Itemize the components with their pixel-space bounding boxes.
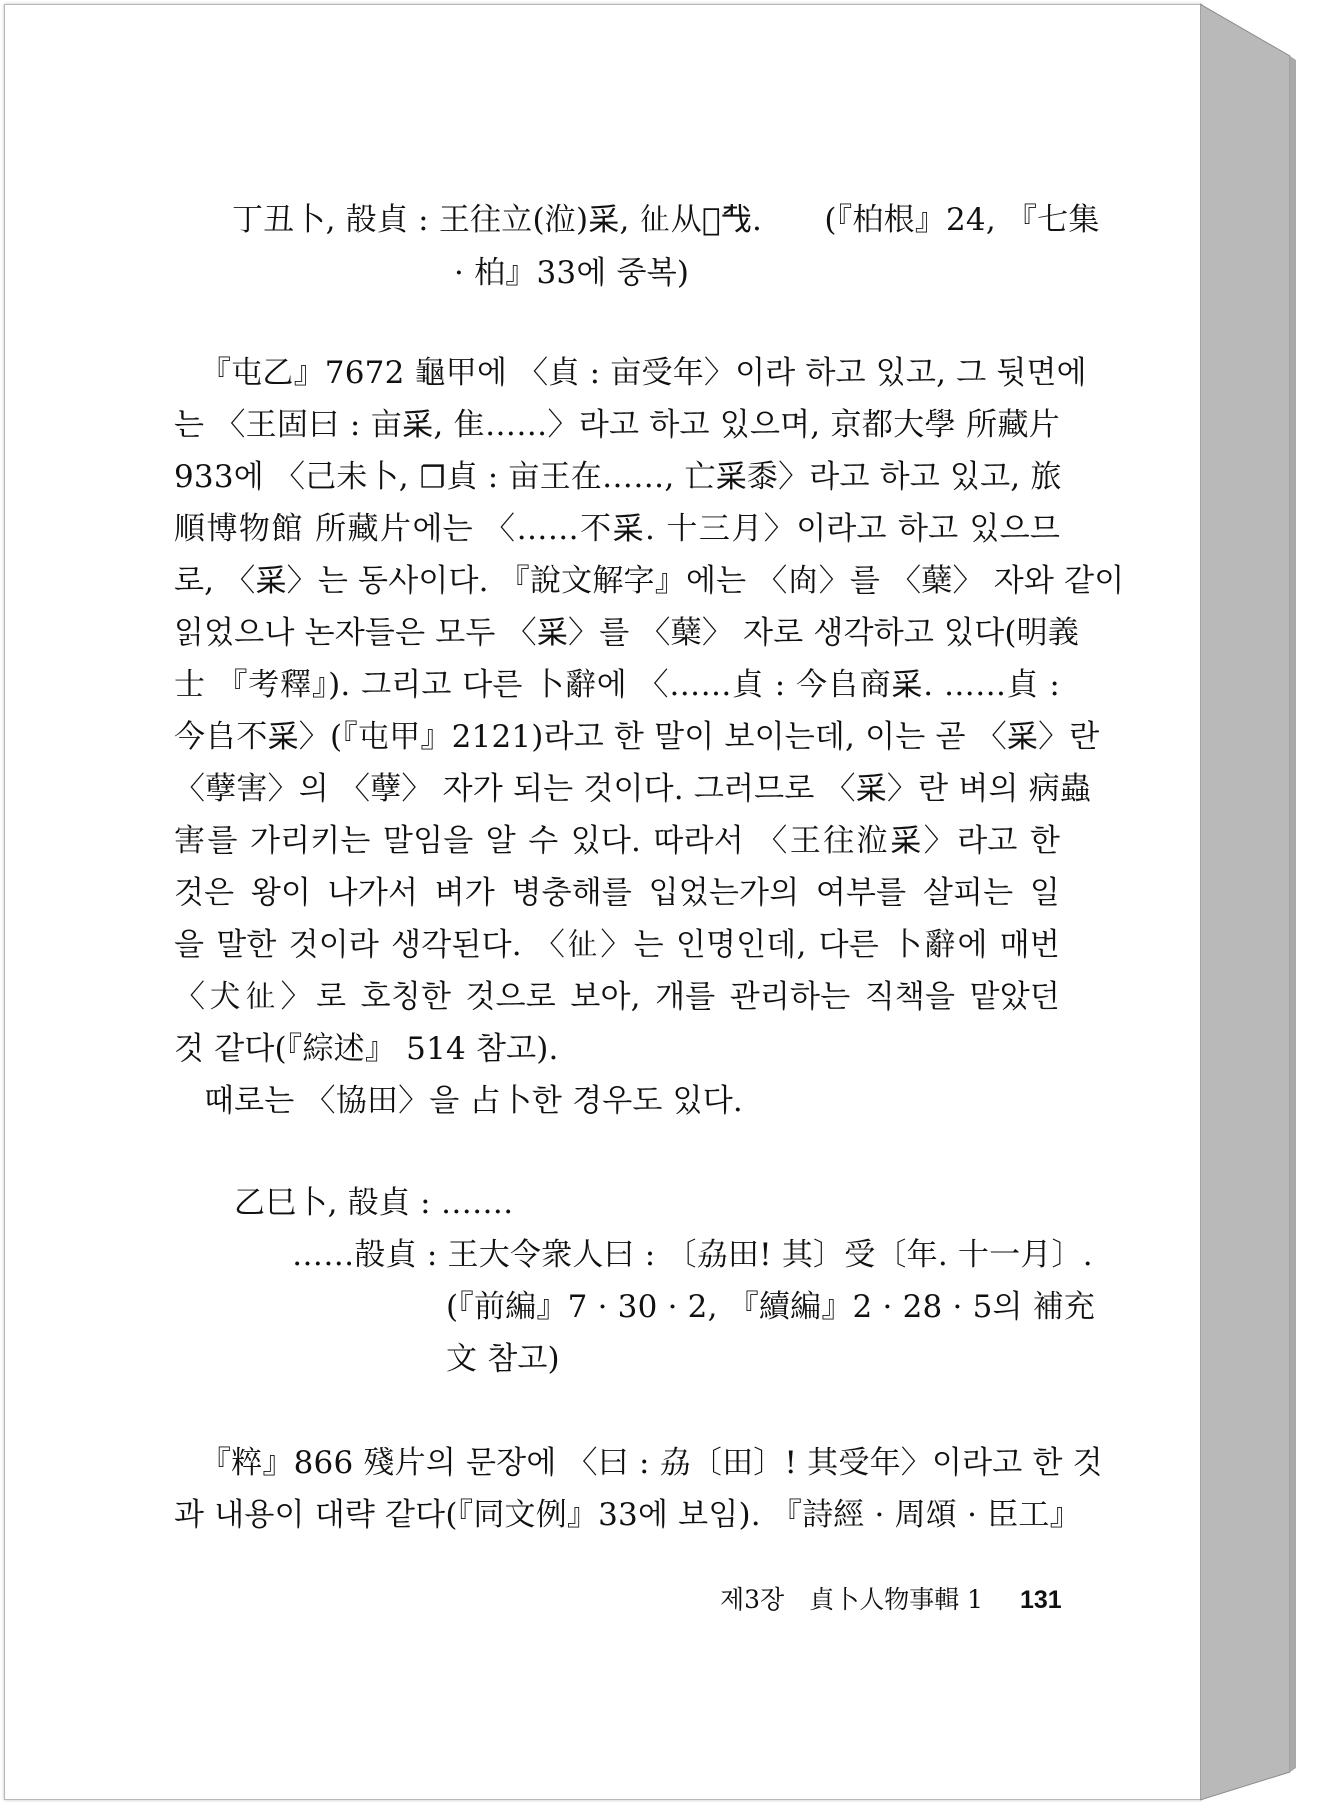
paragraph1-line-5: 로, 〈𥝩〉는 동사이다. 『說文解字』에는 〈㕯〉를 〈蘖〉 자와 같이 <box>174 563 1125 599</box>
quote1-line-2: · 柏』33에 중복) <box>454 255 690 291</box>
paragraph1-line-6: 읽었으나 논자들은 모두 〈𥝩〉를 〈蘖〉 자로 생각하고 있다(明義 <box>174 615 1080 651</box>
paragraph2-line: 때로는 〈協田〉을 占卜한 경우도 있다. <box>204 1083 743 1119</box>
book-edge-side <box>1200 0 1342 1806</box>
paragraph1-line-2: 는 〈王固曰 : 亩𥝩, 隹……〉라고 하고 있으며, 京都大學 所藏片 <box>174 407 1060 443</box>
running-footer-chapter: 제3장 貞卜人物事輯 1 <box>720 1585 984 1614</box>
paragraph1-line-7: 士 『考釋』). 그리고 다른 卜辭에 〈……貞 : 今𠂤商𥝩. ……貞 : <box>174 667 1060 703</box>
paragraph1-line-9: 〈孽害〉의 〈孽〉 자가 되는 것이다. 그러므로 〈𥝩〉란 벼의 病蟲 <box>174 771 1092 807</box>
paragraph3-line-2: 과 내용이 대략 같다(『同文例』33에 보임). 『詩經 · 周頌 · 臣工』 <box>174 1497 1081 1533</box>
paragraph1-line-1: 『屯乙』7672 龜甲에 〈貞 : 亩受年〉이라 하고 있고, 그 뒷면에 <box>200 355 1087 391</box>
paragraph1-line-10: 害를 가리키는 말임을 알 수 있다. 따라서 〈王往涖𥝩〉라고 한 <box>174 823 1060 859</box>
paragraph3-line-1: 『粹』866 殘片의 문장에 〈曰 : 劦〔田〕! 其受年〉이라고 한 것 <box>200 1445 1103 1481</box>
paragraph1-line-8: 今𠂤不𥝩〉(『屯甲』2121)라고 한 말이 보이는데, 이는 곧 〈𥝩〉란 <box>174 719 1100 755</box>
quote1-line-1: 丁丑卜, 㱿貞 : 王往立(涖)𥝩, 𢓊从𡉈𢦔. (『柏根』24, 『七集 <box>232 202 1100 238</box>
quote2-line-4: 文 참고) <box>446 1341 560 1377</box>
paragraph1-line-14: 것 같다(『綜述』 514 참고). <box>174 1031 559 1067</box>
page-number: 131 <box>1020 1586 1062 1614</box>
paragraph1-line-3: 933에 〈己未卜, ☐貞 : 亩王在……, 亡𥝩黍〉라고 하고 있고, 旅 <box>174 459 1062 495</box>
paragraph1-line-13: 〈犬𢓊〉로 호칭한 것으로 보아, 개를 관리하는 직책을 맡았던 <box>174 979 1060 1015</box>
paragraph1-line-11: 것은 왕이 나가서 벼가 병충해를 입었는가의 여부를 살피는 일 <box>174 875 1060 911</box>
paragraph1-line-12: 을 말한 것이라 생각된다. 〈𢓊〉는 인명인데, 다른 卜辭에 매번 <box>174 927 1060 963</box>
paragraph1-line-4: 順博物館 所藏片에는 〈……不𥝩. 十三月〉이라고 하고 있으므 <box>174 511 1060 547</box>
quote2-line-3: (『前編』7 · 30 · 2, 『續編』2 · 28 · 5의 補充 <box>446 1289 1096 1325</box>
quote2-line-2: ……㱿貞 : 王大令衆人曰 : 〔劦田! 其〕受〔年. 十一月〕. <box>292 1237 1093 1273</box>
quote2-line-1: 乙巳卜, 㱿貞 : ……. <box>234 1185 514 1221</box>
